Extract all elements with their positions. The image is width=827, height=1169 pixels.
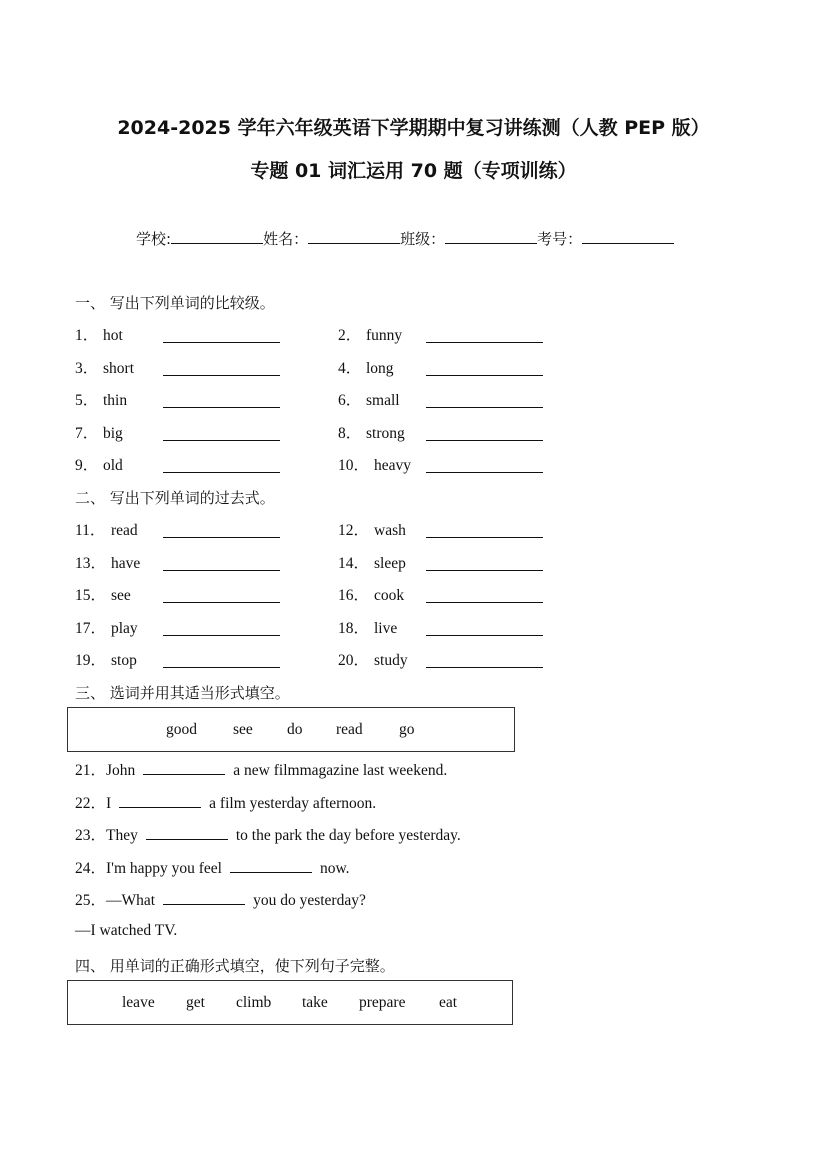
- list-item: [338, 388, 400, 410]
- item-number: 4．: [338, 360, 362, 377]
- item-word: thin: [103, 392, 128, 409]
- exam-no-field[interactable]: [582, 229, 674, 244]
- item-word: study: [374, 652, 408, 669]
- list-item: [75, 453, 123, 475]
- sentence: [75, 823, 461, 845]
- section-1-heading: 一、 写出下列单词的比较级。: [75, 294, 275, 312]
- item-word: sleep: [374, 555, 406, 572]
- item-word: wash: [374, 522, 406, 539]
- item-word: read: [111, 522, 138, 539]
- sentence: [75, 758, 447, 780]
- document-subtitle: 专题 01 词汇运用 70 题（专项训练）: [250, 160, 577, 182]
- list-item: [338, 616, 397, 638]
- section-3-heading: 三、 选词并用其适当形式填空。: [75, 684, 290, 702]
- sentence-start: 24．I'm happy you feel: [75, 860, 222, 877]
- item-number: 8．: [338, 425, 362, 442]
- sentence-end: now.: [320, 860, 350, 877]
- answer-blank[interactable]: [143, 760, 225, 775]
- item-word: funny: [366, 327, 403, 344]
- word-bank-word: take: [302, 993, 328, 1011]
- item-number: 6．: [338, 392, 362, 409]
- item-word: small: [366, 392, 400, 409]
- word-bank-4: [67, 980, 513, 1025]
- word-bank-word: go: [399, 720, 415, 738]
- word-bank-word: prepare: [359, 993, 406, 1011]
- answer-blank[interactable]: [163, 342, 280, 343]
- sentence-end: to the park the day before yesterday.: [235, 827, 461, 844]
- school-label: 学校:: [136, 230, 172, 248]
- name-field[interactable]: [308, 229, 400, 244]
- word-bank-word: eat: [439, 993, 458, 1011]
- sentence: [75, 888, 366, 910]
- answer-blank[interactable]: [426, 407, 543, 408]
- answer-blank[interactable]: [230, 858, 312, 873]
- word-bank-3: [67, 707, 515, 752]
- item-word: have: [111, 555, 141, 572]
- item-number: 7．: [75, 425, 99, 442]
- list-item: [75, 616, 138, 638]
- list-item: [338, 648, 408, 670]
- document-title: 2024-2025 学年六年级英语下学期期中复习讲练测（人教 PEP 版）: [117, 117, 710, 139]
- item-word: old: [103, 457, 123, 474]
- answer-blank[interactable]: [163, 570, 280, 571]
- word-bank-word: do: [287, 720, 303, 738]
- sentence: [75, 791, 376, 813]
- item-number: 15．: [75, 587, 107, 604]
- answer-25: —I watched TV.: [75, 922, 178, 939]
- item-word: big: [103, 425, 123, 442]
- item-word: see: [111, 587, 131, 604]
- answer-blank[interactable]: [163, 667, 280, 668]
- list-item: [338, 323, 402, 345]
- word-bank-word: good: [166, 720, 197, 738]
- school-field[interactable]: [171, 229, 263, 244]
- item-number: 13．: [75, 555, 107, 572]
- list-item: [338, 356, 394, 378]
- list-item: [338, 518, 406, 540]
- answer-blank[interactable]: [426, 602, 543, 603]
- sentence-end: a new filmmagazine last weekend.: [233, 762, 448, 779]
- item-number: 20．: [338, 652, 370, 669]
- answer-blank[interactable]: [426, 472, 543, 473]
- list-item: [75, 388, 127, 410]
- list-item: [338, 551, 406, 573]
- item-word: strong: [366, 425, 405, 442]
- item-number: 16．: [338, 587, 370, 604]
- answer-blank[interactable]: [119, 793, 201, 808]
- item-word: stop: [111, 652, 137, 669]
- student-info-row: [136, 228, 674, 249]
- answer-blank[interactable]: [163, 440, 280, 441]
- list-item: [338, 453, 411, 475]
- item-number: 14．: [338, 555, 370, 572]
- item-number: 2．: [338, 327, 362, 344]
- word-bank-word: leave: [122, 993, 155, 1011]
- list-item: [75, 421, 123, 443]
- item-word: play: [111, 620, 138, 637]
- item-word: hot: [103, 327, 123, 344]
- answer-blank[interactable]: [426, 635, 543, 636]
- sentence-end: you do yesterday?: [253, 892, 366, 909]
- sentence-start: 25．—What: [75, 892, 156, 909]
- item-word: short: [103, 360, 134, 377]
- list-item: [75, 323, 123, 345]
- answer-blank[interactable]: [163, 602, 280, 603]
- item-number: 19．: [75, 652, 107, 669]
- list-item: [75, 518, 138, 540]
- item-number: 9．: [75, 457, 99, 474]
- list-item: [75, 648, 137, 670]
- answer-blank[interactable]: [426, 342, 543, 343]
- list-item: [75, 356, 134, 378]
- item-number: 12．: [338, 522, 370, 539]
- section-2-heading: 二、 写出下列单词的过去式。: [75, 489, 275, 507]
- answer-blank[interactable]: [163, 407, 280, 408]
- answer-blank[interactable]: [426, 440, 543, 441]
- word-bank-word: read: [336, 720, 363, 738]
- word-bank-word: see: [233, 720, 253, 738]
- list-item: [75, 551, 140, 573]
- answer-blank[interactable]: [163, 537, 280, 538]
- answer-blank[interactable]: [426, 537, 543, 538]
- sentence-start: 22．I: [75, 795, 112, 812]
- sentence: [75, 856, 350, 878]
- item-number: 10．: [338, 457, 370, 474]
- answer-blank[interactable]: [146, 825, 228, 840]
- answer-blank[interactable]: [163, 375, 280, 376]
- item-number: 5．: [75, 392, 99, 409]
- item-number: 3．: [75, 360, 99, 377]
- sentence-start: 21．John: [75, 762, 136, 779]
- list-item: [75, 583, 131, 605]
- answer-blank[interactable]: [426, 570, 543, 571]
- answer-blank[interactable]: [163, 890, 245, 905]
- word-bank-word: get: [186, 993, 205, 1011]
- class-label: 班级：: [400, 230, 446, 248]
- item-number: 11．: [75, 522, 106, 539]
- list-item: [338, 421, 405, 443]
- word-bank-word: climb: [236, 993, 272, 1011]
- item-word: long: [366, 360, 394, 377]
- class-field[interactable]: [445, 229, 537, 244]
- item-number: 18．: [338, 620, 370, 637]
- sentence-end: a film yesterday afternoon.: [209, 795, 377, 812]
- item-word: live: [374, 620, 398, 637]
- sentence-start: 23．They: [75, 827, 138, 844]
- answer-blank[interactable]: [426, 667, 543, 668]
- item-number: 17．: [75, 620, 107, 637]
- answer-blank[interactable]: [163, 635, 280, 636]
- item-word: heavy: [374, 457, 412, 474]
- exam-no-label: 考号：: [537, 230, 583, 248]
- answer-blank[interactable]: [426, 375, 543, 376]
- item-number: 1．: [75, 327, 99, 344]
- section-4-heading: 四、 用单词的正确形式填空，使下列句子完整。: [75, 957, 395, 975]
- answer-blank[interactable]: [163, 472, 280, 473]
- list-item: [338, 583, 404, 605]
- name-label: 姓名：: [263, 230, 309, 248]
- item-word: cook: [374, 587, 405, 604]
